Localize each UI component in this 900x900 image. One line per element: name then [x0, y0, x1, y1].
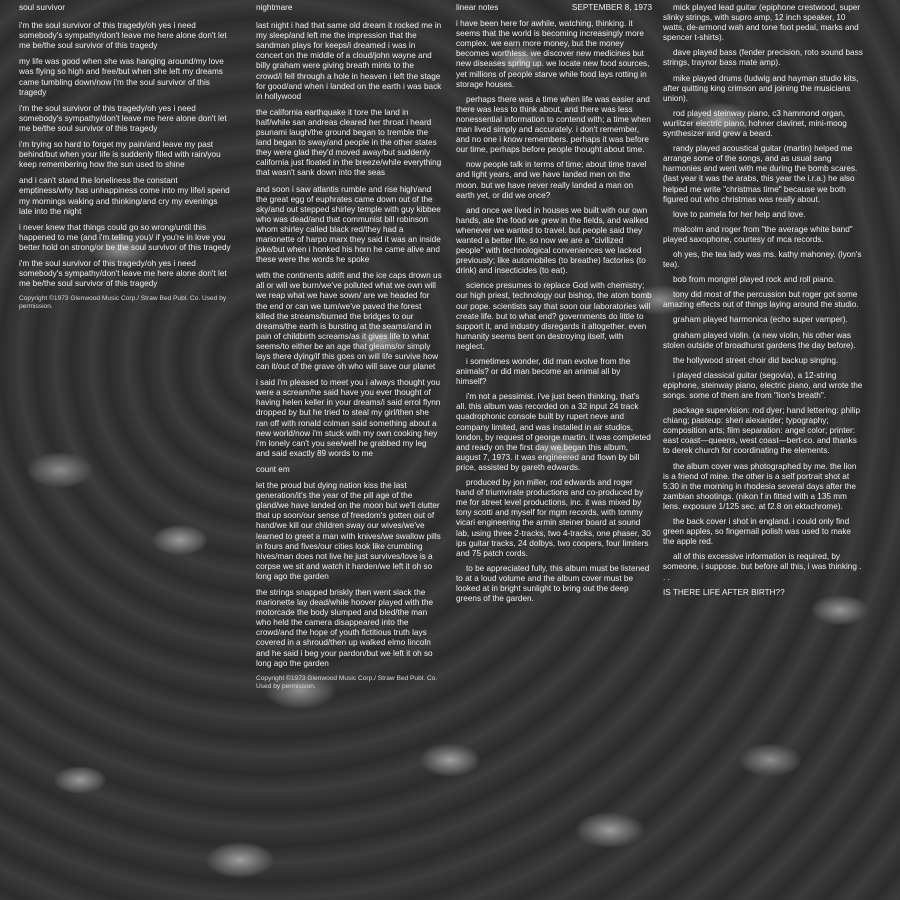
section-title: linear notes: [456, 3, 499, 12]
nightmare-column: [256, 3, 442, 691]
lyric-stanza: the california earthquake it tore the land in half/while san andreas cleared her throat i heard psunami laugh/the ground began to tremble the land began to sway/and people in the other states they were glad they'd moved away/but suddenly california just floated in the breeze/while everything that wasn't sank down into the seas: [256, 107, 442, 178]
credit-paragraph: graham played harmonica (echo super vamper).: [673, 315, 848, 325]
credit-paragraph: love to pamela for her help and love.: [673, 209, 806, 219]
credit-paragraph: tony did most of the percussion but roger got some amazing effects out of things laying around the studio.: [663, 290, 859, 310]
credit-paragraph: mike played drums (ludwig and hayman studio kits, after quitting king crimson and joining the musicians union).: [663, 73, 859, 103]
credit-paragraph: dave played bass (fender precision, roto sound bass strings, traynor bass mate amp).: [663, 48, 863, 68]
lyric-stanza: i'm the soul survivor of this tragedy/oh yes i need somebody's sympathy/don't leave me here alone don't let me be/the soul survivor of this tragedy: [19, 21, 227, 51]
notes-paragraph: i'm not a pessimist. i've just been thinking, that's all. this album was recorded on a 32 input 24 track quadrophonic console built by rupert neve and company limited, and was installed in air studios, london, by request of george martin. it was completed and ready on the first day we began this album, august 7, 1973. it was engineered and flown by bill price, assisted by gareth edwards.: [456, 392, 651, 472]
lyric-stanza: let the proud but dying nation kiss the last generation/it's the year of the pill age of the gland/we have landed on the moon but we'll clutter that up soon/our sense of freedom's gotten out of hand/we kill our children sway our wives/we've learned to greet a man with knives/we swallow pills in fours and fives/our cities look like crumbling hives/man does not live he just survives/love is a corpse we sit and watch it harden/we left it oh so long ago the garden: [256, 481, 441, 581]
notes-paragraph: now people talk in terms of time; about time travel and light years, and we have landed men on the moon. but we have never really landed a man on earth yet, or did we once?: [456, 160, 647, 200]
lyric-stanza: with the continents adrift and the ice caps drown us all or will we burn/we've polluted what we own will we reap what we have sown/ are we headed for the end or can we turn/we've paved the forest killed the streams/burned the bridges to our dreams/the earth is bursting at the seams/and in pain of childbirth screams/as it gives life to what seems/to either be an age that gleams/or simply lays there dying/if this goes on will life survive how can it/out of the grave oh who will save our planet: [256, 271, 442, 372]
copyright-notice: Copyright ©1973 Glenwood Music Corp./ Straw Bed Publ. Co. Used by permission.: [19, 295, 227, 311]
notes-paragraph: science presumes to replace God with chemistry; our high priest, technology our bishop, the atom bomb our pope. scientists say that soon our laboratories will create life. but to what end? governments do little to support it, and industry disregards it altogether. even humanity seems bent on destroying itself, with neglect.: [456, 281, 652, 351]
credit-paragraph: bob from mongrel played rock and roll piano.: [673, 275, 836, 285]
notes-paragraph: and once we lived in houses we built with our own hands, ate the food we grew in the fields, and walked whenever we wanted to travel. but people said they wanted a better life. so now we are a "civilized people" with technological conveniences we lacked previously; like automobiles (to breathe) factories (to drink) and insecticides (to eat).: [456, 205, 649, 276]
credit-paragraph: i played classical guitar (segovia), a 12-string epiphone, steinway piano, electric piano, and wrote the songs. some of them are from "lion's breath".: [663, 370, 863, 400]
lyric-stanza: count em: [256, 464, 290, 474]
credit-paragraph: mick played lead guitar (epiphone crestwood, super slinky strings, with supro amp, 12 inch speaker, 10 watts, de-armond wah and tone foot pedal, marks and spencer t-shirts).: [663, 3, 861, 43]
lyric-stanza: last night i had that same old dream it rocked me in my sleep/and left me the impression that the sandman plays for keeps/i dreamed i was in concert on the middle of a cloud/john wayne and billy graham were giving breath mints to the crowd/i fell through a hole in heaven i left the stage for good/and when i landed on the earth i was back in hollywood: [256, 21, 442, 101]
song-title: nightmare: [256, 3, 293, 12]
credit-paragraph: all of this excessive information is required, by someone, i suppose. but before all this, i was thinking . . .: [663, 552, 862, 582]
credit-paragraph: malcolm and roger from "the average white band" played saxophone, courtesy of mca records.: [663, 224, 853, 244]
linear-notes-column: [456, 3, 652, 609]
notes-paragraph: i sometimes wonder, did man evolve from the animals? or did man become an animal all by himself?: [456, 357, 631, 387]
credits-column: [663, 3, 863, 603]
lyric-stanza: i'm trying so hard to forget my pain/and leave my past behind/but when your life is suddenly filled with rain/you keep remembering how the sun used to shine: [19, 140, 221, 170]
lyric-stanza: i never knew that things could go so wrong/until this happened to me (and i'm telling you)/ if you're in love you better hold on strong/or be the soul survivor of this tragedy: [19, 222, 231, 252]
lyric-stanza: the strings snapped briskly then went slack the marionette lay dead/while hoover played with the motorcade the body slumped and bled/the man who held the camera disappeared into the crowd/and the hope of youth fictitious truth lays covered in a shroud/then up walked elmo lincoln and he said i beg your pardon/but we left it oh so long ago the garden: [256, 587, 434, 668]
lyric-stanza: i'm the soul survivor of this tragedy/oh yes i need somebody's sympathy/don't leave me here alone don't let me be/the soul survivor of this tragedy: [19, 258, 227, 289]
closing-question: IS THERE LIFE AFTER BIRTH??: [663, 587, 785, 597]
credit-paragraph: package supervision: rod dyer; hand lettering: philip chiang; pasteup: sheri alexander; typography; composition arts; film separation: angel color; printer: east coast—queens, west coast—bert-co. and thanks to derek church for coordinating the elements.: [663, 406, 861, 456]
credit-paragraph: rod played steinway piano, c3 hammond organ, wurlitzer electric piano, hohner clavinet, mini-moog synthesizer and grew a beard.: [663, 108, 847, 139]
notes-paragraph: i have been here for awhile, watching, thinking. it seems that the world is becoming increasingly more complex. we earn more money, but the money becomes worthless. we discover new medicines but new diseases spring up. we locate new food sources, yet millions of people starve while food lays rotting in storage houses.: [456, 19, 650, 89]
lyric-stanza: i said i'm pleased to meet you i always thought you were a scream/he said have you ever thought of having helen keller in your dreams/i said errol flynn dropped by but he tried to steal my girl/then she ran off with ronald colman said something about a new world/now i'm stuck with my own cooking hey i'm lonely can't you see/well he grabbed my leg and said exactly 89 words to me: [256, 378, 441, 458]
credit-paragraph: oh yes, the tea lady was ms. kathy mahoney. (lyon's tea).: [663, 249, 862, 270]
copyright-notice: Copyright ©1973 Glenwood Music Corp./ Straw Bed Publ. Co. Used by permission.: [256, 674, 438, 690]
notes-paragraph: produced by jon miller, rod edwards and roger hand of triumvirate productions and co-produced by me for street level productions, inc. it was mixed by tony scotti and myself for mgm records, with tommy vicari engineering the armin steiner board at sound lab, using three 2-tracks, two 4-tracks, one phaser, 30 ips guitar tracks, 24 dolbys, two coopers, four limiters and 75 patch cords.: [456, 478, 651, 558]
soul-survivor-column: [19, 3, 231, 311]
lyric-stanza: and soon i saw atlantis rumble and rise high/and the great egg of euphrates came down out of the sky/and out stepped shirley temple with guy kibbee who was dead/and that communist bill robinson whom shirley called black red/they had a marionette of harpo marx they said it was an inside joke/but when i honked his horn he came alive and these were the words he spoke: [256, 184, 441, 265]
lyric-stanza: my life was good when she was hanging around/my love was flying so high and free/but when she left my dreams came tumbling down/now i'm the soul survivor of this tragedy: [19, 57, 224, 97]
song-title: soul survivor: [19, 3, 65, 12]
lyric-stanza: i'm the soul survivor of this tragedy/oh yes i need somebody's sympathy/don't leave me here alone don't let me be/the soul survivor of this tragedy: [19, 103, 227, 133]
notes-date: SEPTEMBER 8, 1973: [571, 3, 652, 12]
credit-paragraph: the back cover i shot in england. i could only find green apples, so fingernail polish was used to make the apple red.: [663, 517, 851, 547]
linear-notes-header: [456, 3, 652, 13]
lyric-stanza: and i can't stand the loneliness the constant emptiness/why has unhappiness come into my life/i spend my mornings waking and thinking/and cry my evenings late into the night: [19, 176, 230, 216]
notes-paragraph: perhaps there was a time when life was easier and there was less to think about, and there was less nonessential information to contend with; a time when man lived simply and accurately. i don't remember, and no one i know remembers. perhaps it was before our time, perhaps before people thought about time.: [456, 94, 651, 155]
notes-paragraph: to be appreciated fully, this album must be listened to at a loud volume and the album cover must be looked at in bright sunlight to bring out the deep greens of the garden.: [456, 563, 650, 604]
credit-paragraph: the album cover was photographed by me. the lion is a friend of mine. the other is a self portrait shot at 5:30 in the morning in rhodesia several days after the zambian shootings. (nikon f in fitted with a 135 mm lens. exposure 1/125 sec. at f2.8 on ektachrome).: [663, 461, 857, 511]
credit-paragraph: graham played violin. (a new violin, his other was stolen outside of broadhurst gardens the day before).: [663, 330, 856, 350]
credit-paragraph: randy played acoustical guitar (martin) helped me arrange some of the songs, and as usual sang harmonies and went with me during the bomb scares. (last year it was the arabs, this year the i.r.a.) he also helped me write "christmas time" because we both figured out who christmas was really about.: [663, 144, 858, 204]
credit-paragraph: the hollywood street choir did backup singing.: [673, 355, 839, 365]
